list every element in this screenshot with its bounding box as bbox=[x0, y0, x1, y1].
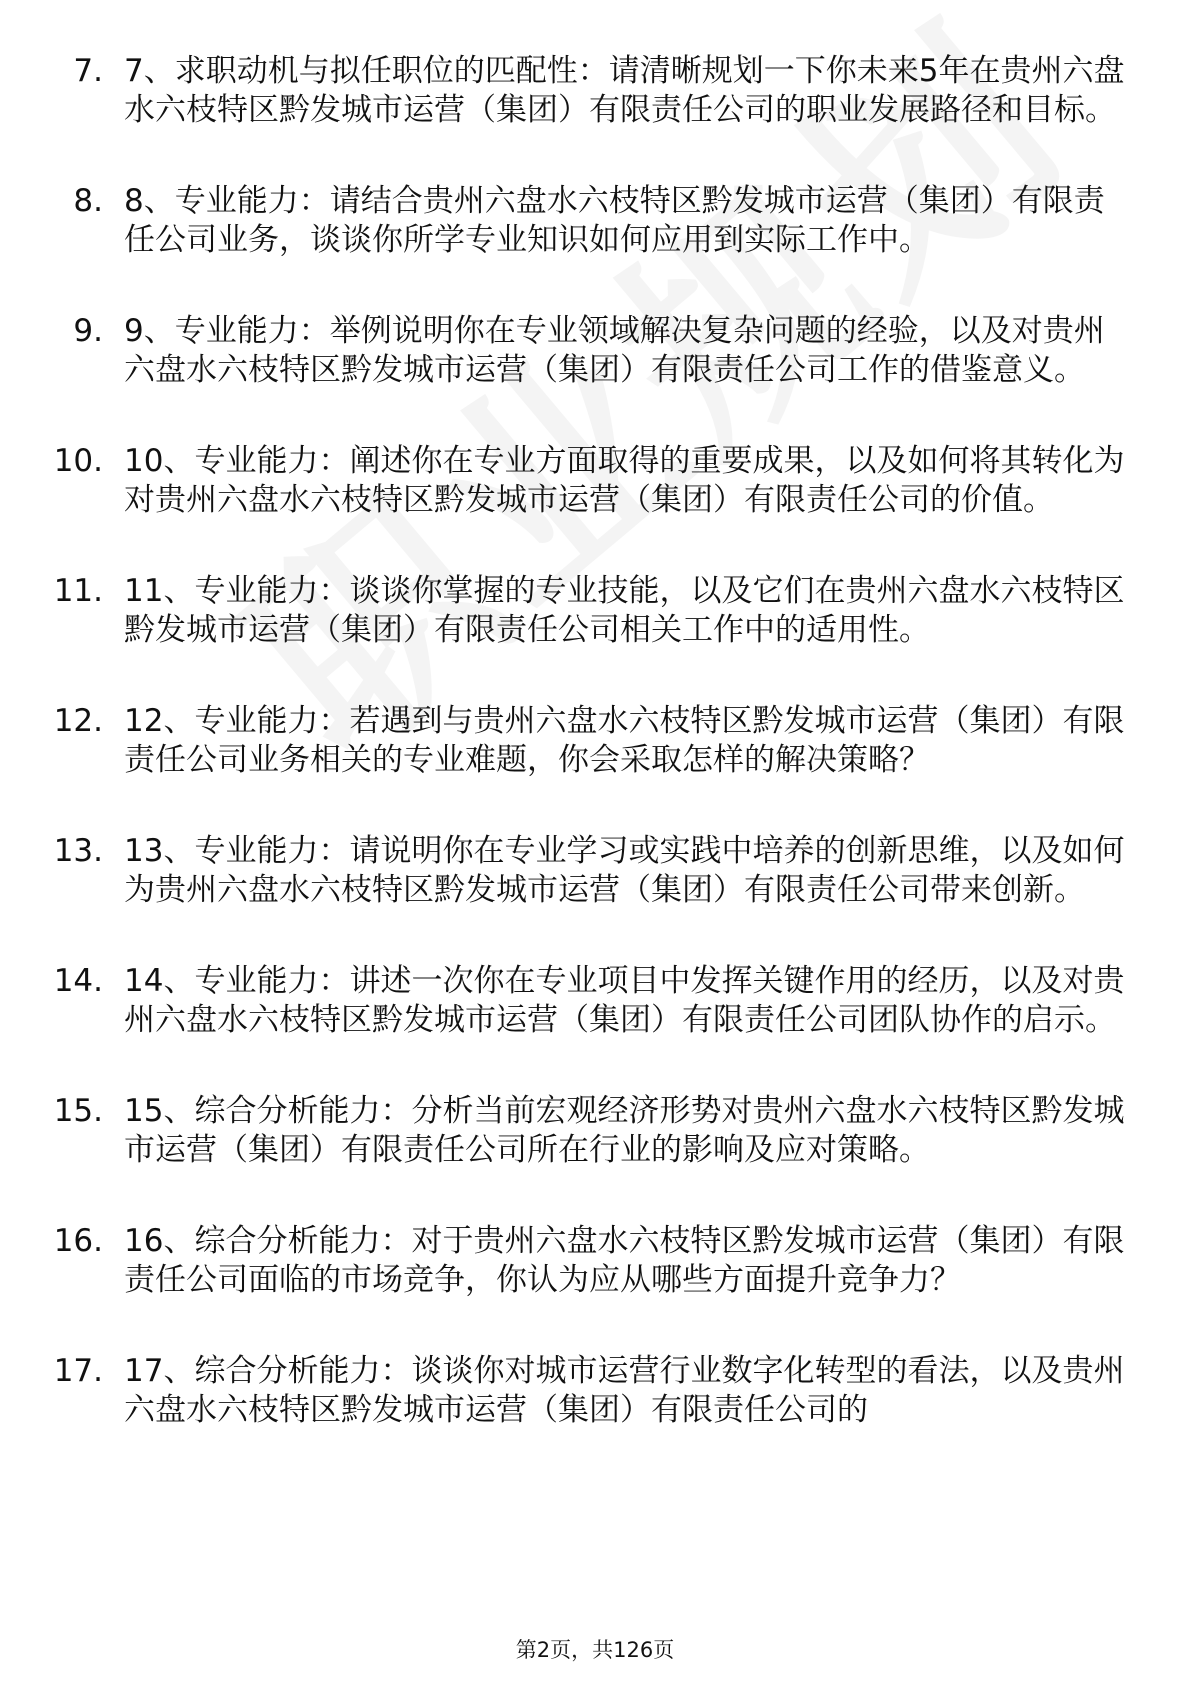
question-item-15 bbox=[0, 1092, 1190, 1207]
question-number: 11. bbox=[53, 573, 103, 609]
question-text: 9、专业能力：举例说明你在专业领域解决复杂问题的经验，以及对贵州六盘水六枝特区黔发城市运营（集团）有限责任公司工作的借鉴意义。 bbox=[124, 313, 1105, 388]
question-item-7 bbox=[0, 52, 1190, 167]
question-number: 12. bbox=[53, 703, 103, 739]
question-list bbox=[0, 52, 1190, 1482]
question-text: 7、求职动机与拟任职位的匹配性：请清晰规划一下你未来5年在贵州六盘水六枝特区黔发城市运营（集团）有限责任公司的职业发展路径和目标。 bbox=[124, 53, 1125, 128]
question-number: 9. bbox=[73, 313, 103, 349]
question-number: 17. bbox=[53, 1353, 103, 1389]
question-text: 16、综合分析能力：对于贵州六盘水六枝特区黔发城市运营（集团）有限责任公司面临的市场竞争，你认为应从哪些方面提升竞争力？ bbox=[124, 1223, 1125, 1298]
question-number: 10. bbox=[53, 443, 103, 479]
page-footer bbox=[0, 1634, 1190, 1664]
question-item-14 bbox=[0, 962, 1190, 1077]
page-number-label: 第2页，共126页 bbox=[515, 1638, 675, 1662]
question-number: 8. bbox=[73, 183, 103, 219]
question-item-16 bbox=[0, 1222, 1190, 1337]
question-item-8 bbox=[0, 182, 1190, 297]
question-text: 10、专业能力：阐述你在专业方面取得的重要成果，以及如何将其转化为对贵州六盘水六枝特区黔发城市运营（集团）有限责任公司的价值。 bbox=[124, 443, 1125, 518]
question-text: 8、专业能力：请结合贵州六盘水六枝特区黔发城市运营（集团）有限责任公司业务，谈谈你所学专业知识如何应用到实际工作中。 bbox=[124, 183, 1105, 258]
question-text: 14、专业能力：讲述一次你在专业项目中发挥关键作用的经历，以及对贵州六盘水六枝特区黔发城市运营（集团）有限责任公司团队协作的启示。 bbox=[124, 963, 1125, 1038]
question-number: 7. bbox=[73, 53, 103, 89]
question-text: 11、专业能力：谈谈你掌握的专业技能，以及它们在贵州六盘水六枝特区黔发城市运营（集团）有限责任公司相关工作中的适用性。 bbox=[124, 573, 1125, 648]
question-number: 14. bbox=[53, 963, 103, 999]
question-text: 15、综合分析能力：分析当前宏观经济形势对贵州六盘水六枝特区黔发城市运营（集团）有限责任公司所在行业的影响及应对策略。 bbox=[124, 1093, 1125, 1168]
question-text: 12、专业能力：若遇到与贵州六盘水六枝特区黔发城市运营（集团）有限责任公司业务相关的专业难题，你会采取怎样的解决策略？ bbox=[124, 703, 1125, 778]
question-item-11 bbox=[0, 572, 1190, 687]
question-text: 13、专业能力：请说明你在专业学习或实践中培养的创新思维，以及如何为贵州六盘水六枝特区黔发城市运营（集团）有限责任公司带来创新。 bbox=[124, 833, 1125, 908]
question-number: 13. bbox=[53, 833, 103, 869]
question-item-13 bbox=[0, 832, 1190, 947]
question-item-10 bbox=[0, 442, 1190, 557]
question-item-12 bbox=[0, 702, 1190, 817]
question-text: 17、综合分析能力：谈谈你对城市运营行业数字化转型的看法，以及贵州六盘水六枝特区黔发城市运营（集团）有限责任公司的 bbox=[124, 1353, 1125, 1428]
question-item-17 bbox=[0, 1352, 1190, 1467]
question-number: 15. bbox=[53, 1093, 103, 1129]
question-item-9 bbox=[0, 312, 1190, 427]
question-number: 16. bbox=[53, 1223, 103, 1259]
